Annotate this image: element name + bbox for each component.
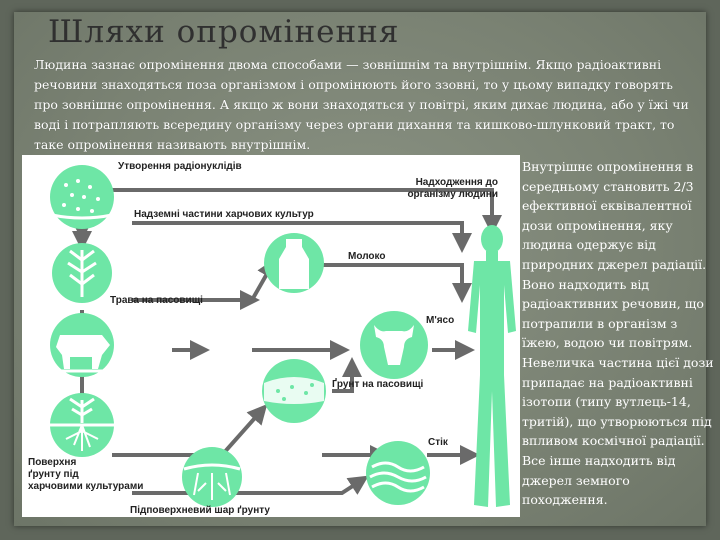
exposure-pathways-diagram bbox=[22, 155, 520, 517]
label-meat: М'ясо bbox=[426, 315, 455, 326]
circle-subsurface bbox=[182, 447, 242, 507]
arrow-subsurface bbox=[132, 480, 362, 493]
circle-milk bbox=[264, 233, 324, 293]
arrow-surface-to-pasture-soil bbox=[112, 410, 262, 455]
circle-formation bbox=[50, 165, 114, 229]
label-runoff: Стік bbox=[428, 437, 448, 448]
label-milk: Молоко bbox=[348, 251, 386, 262]
label-surface-1: Поверхня bbox=[28, 457, 77, 468]
label-pasture-soil: Ґрунт на пасовищі bbox=[332, 379, 424, 390]
slide-title: Шляхи опромінення bbox=[48, 14, 400, 50]
label-surface-3: харчовими культурами bbox=[28, 481, 144, 492]
circle-pasture-soil bbox=[262, 359, 326, 423]
circle-meat bbox=[360, 311, 428, 379]
circle-grass bbox=[50, 313, 114, 377]
circle-crops bbox=[52, 243, 112, 303]
circle-runoff bbox=[366, 441, 430, 505]
label-human-2: організму людини bbox=[407, 189, 498, 200]
intro-paragraph: Людина зазнає опромінення двома способами — зовнішнім та внутрішнім. Якщо радіоактивні речовини знаходяться поза організмом і опромінюють його ззовні, то у цьому випадку говорять про зовнішнє опромінення. А якщо ж вони знаходяться у повітрі, яким дихає людина, або у їжі чи воді і потрапляють всередину організму через органи дихання та кишково-шлунковий тракт, то таке опромінення називають внутрішнім. bbox=[34, 57, 689, 152]
label-human-1: Надходження до bbox=[415, 177, 498, 188]
human-silhouette bbox=[468, 225, 516, 507]
internal-exposure-paragraph: Внутрішнє опромінення в середньому становить 2/3 ефективної еквівалентної дози опромінення, яку людина одержує від природних джерел радіації. Воно надходить від радіоактивних речовин, що потрапили в організм з їжею, водою чи повітрям. Невеличка частина цієї дози припадає на радіоактивні ізотопи (типу вутлець-14, тритій), що утворюються під впливом космічної радіації. Все інше надходить від джерел земного походження. bbox=[522, 159, 714, 508]
circle-surface bbox=[50, 393, 114, 457]
label-formation: Утворення радіонуклідів bbox=[118, 161, 242, 172]
label-surface-2: ґрунту під bbox=[28, 469, 79, 480]
arrow-milk-to-human bbox=[317, 265, 462, 295]
diagram-svg bbox=[22, 155, 520, 517]
label-crops: Надземні частини харчових культур bbox=[134, 209, 314, 220]
label-pasture-grass: Трава на пасовищі bbox=[110, 295, 203, 306]
label-subsurface: Підповерхневий шар ґрунту bbox=[130, 505, 270, 516]
